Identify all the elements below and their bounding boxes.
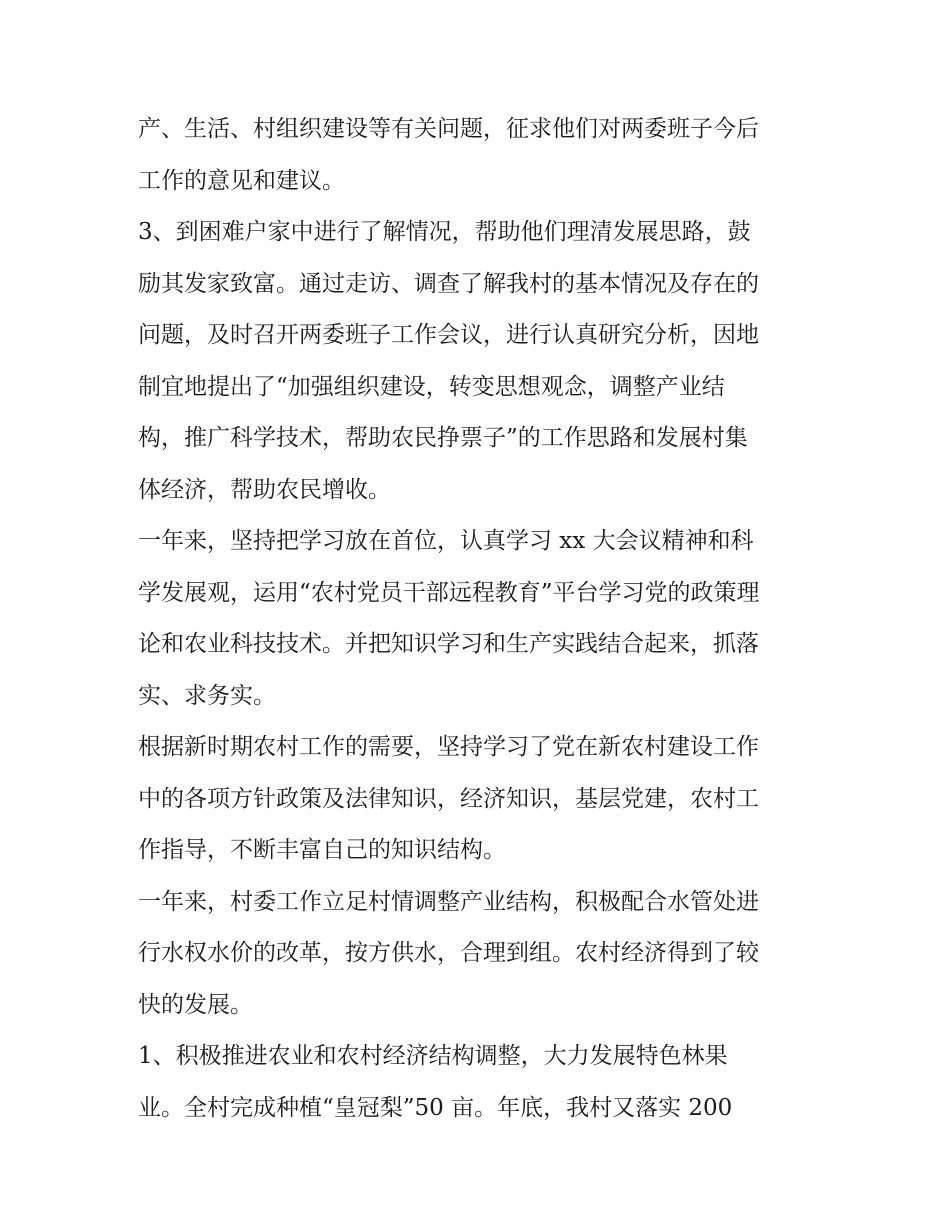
text-line: 快的发展。 (138, 991, 253, 1018)
text-line: 一年来，村委工作立足村情调整产业结构，积极配合水管处进 (138, 888, 759, 915)
text-line: 作指导，不断丰富自己的知识结构。 (138, 837, 506, 863)
document-body (138, 104, 818, 1134)
text-line: 体经济，帮助农民增收。 (138, 476, 391, 503)
text-line: 学发展观，运用“农村党员干部远程教育”平台学习党的政策理 (138, 579, 760, 606)
text-line: 3、到困难户家中进行了解情况，帮助他们理清发展思路，鼓 (138, 219, 751, 245)
text-line: 实、求务实。 (138, 682, 276, 709)
text-line: 根据新时期农村工作的需要，坚持学习了党在新农村建设工作 (138, 734, 759, 760)
text-line: 构，推广科学技术，帮助农民挣票子”的工作思路和发展村集 (138, 425, 748, 451)
text-line: 业。全村完成种植“皇冠梨”50 亩。年底，我村又落实 200 (138, 1094, 733, 1121)
text-line: 问题，及时召开两委班子工作会议，进行认真研究分析，因地 (138, 322, 759, 348)
text-line: 中的各项方针政策及法律知识，经济知识，基层党建，农村工 (138, 785, 759, 812)
text-line: 工作的意见和建议。 (138, 167, 345, 194)
text-line: 产、生活、村组织建设等有关问题，征求他们对两委班子今后 (138, 116, 759, 142)
text-line: 1、积极推进农业和农村经济结构调整，大力发展特色林果 (138, 1043, 728, 1069)
text-line: 制宜地提出了“加强组织建设，转变思想观念，调整产业结 (138, 373, 725, 400)
text-line: 励其发家致富。通过走访、调查了解我村的基本情况及存在的 (138, 270, 759, 297)
text-line: 行水权水价的改革，按方供水，合理到组。农村经济得到了较 (138, 940, 759, 966)
text-line: 论和农业科技技术。并把知识学习和生产实践结合起来，抓落 (138, 631, 759, 657)
text-line: 一年来，坚持把学习放在首位，认真学习 xx 大会议精神和科 (138, 528, 754, 554)
